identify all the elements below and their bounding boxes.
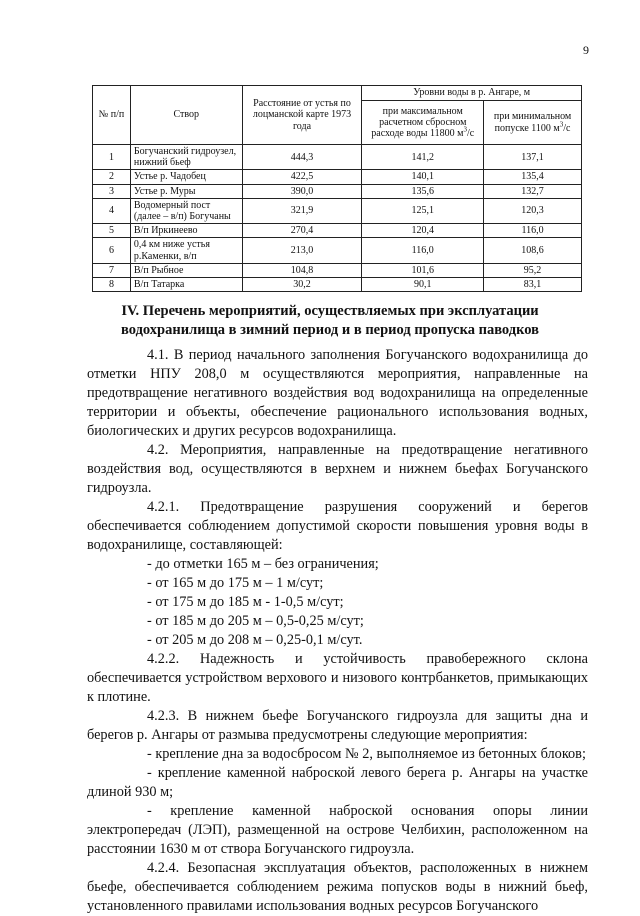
table-row bbox=[93, 145, 582, 170]
paragraph: - от 185 м до 205 м – 0,5-0,25 м/сут; bbox=[147, 613, 364, 629]
section-title bbox=[70, 302, 590, 340]
cell-distance: 444,3 bbox=[242, 145, 362, 170]
cell-min-level: 135,4 bbox=[484, 170, 582, 184]
header-distance: Расстояние от устья по лоцманской карте 1973 года bbox=[242, 86, 362, 145]
cell-distance: 390,0 bbox=[242, 184, 362, 198]
paragraph: - до отметки 165 м – без ограничения; bbox=[147, 556, 379, 572]
cell-stvor: Водомерный пост (далее – в/п) Богучаны bbox=[130, 198, 242, 223]
header-max-discharge: при максимальном расчетном сбросном расходе воды 11800 $м^3/с$ bbox=[362, 101, 484, 145]
cell-distance: 270,4 bbox=[242, 224, 362, 238]
table-row bbox=[93, 263, 582, 277]
cell-min-level: 116,0 bbox=[484, 224, 582, 238]
table-row bbox=[93, 277, 582, 291]
cell-num: 6 bbox=[93, 238, 131, 263]
cell-max-level: 116,0 bbox=[362, 238, 484, 263]
cell-min-level: 83,1 bbox=[484, 277, 582, 291]
water-levels-table bbox=[92, 85, 582, 292]
paragraph: - от 165 м до 175 м – 1 м/сут; bbox=[147, 575, 324, 591]
cell-min-level: 120,3 bbox=[484, 198, 582, 223]
cell-max-level: 90,1 bbox=[362, 277, 484, 291]
cell-num: 5 bbox=[93, 224, 131, 238]
table-row bbox=[93, 224, 582, 238]
cell-max-level: 140,1 bbox=[362, 170, 484, 184]
cell-distance: 422,5 bbox=[242, 170, 362, 184]
table-row bbox=[93, 238, 582, 263]
cell-min-level: 95,2 bbox=[484, 263, 582, 277]
cell-num: 2 bbox=[93, 170, 131, 184]
page-number: 9 bbox=[583, 43, 589, 57]
paragraph: 4.1. В период начального заполнения Богучанского водохранилища до отметки НПУ 208,0 м осуществляются мероприятия, направленные на предотвращение негативного воздействия вод водохранилища на определенные территории и объекты, обеспечение рационального использования водных, биологических и других ресурсов водохранилища. bbox=[87, 347, 588, 439]
cell-stvor: В/п Татарка bbox=[130, 277, 242, 291]
cell-max-level: 120,4 bbox=[362, 224, 484, 238]
cell-max-level: 101,6 bbox=[362, 263, 484, 277]
cell-min-level: 132,7 bbox=[484, 184, 582, 198]
table-header-row bbox=[93, 86, 582, 101]
cell-max-level: 141,2 bbox=[362, 145, 484, 170]
cell-distance: 30,2 bbox=[242, 277, 362, 291]
section-title-line-1: IV. Перечень мероприятий, осуществляемых при эксплуатации bbox=[121, 303, 539, 319]
cell-stvor: В/п Рыбное bbox=[130, 263, 242, 277]
paragraph: - крепление каменной наброской левого берега р. Ангары на участке длиной 930 м; bbox=[87, 765, 588, 800]
cell-stvor: В/п Иркинеево bbox=[130, 224, 242, 238]
header-stvor: Створ bbox=[130, 86, 242, 145]
paragraph: - крепление дна за водосбросом № 2, выполняемое из бетонных блоков; bbox=[147, 746, 586, 762]
header-num: № п/п bbox=[93, 86, 131, 145]
cell-num: 1 bbox=[93, 145, 131, 170]
cell-distance: 104,8 bbox=[242, 263, 362, 277]
paragraph: - от 205 м до 208 м – 0,25-0,1 м/сут. bbox=[147, 632, 363, 648]
paragraph: 4.2. Мероприятия, направленные на предотвращение негативного воздействия вод, осуществляются в верхнем и нижнем бьефах Богучанского гидроузла. bbox=[87, 442, 588, 496]
paragraph: - от 175 м до 185 м - 1-0,5 м/сут; bbox=[147, 594, 344, 610]
header-levels-group: Уровни воды в р. Ангаре, м bbox=[362, 86, 582, 101]
section-title-line-2: водохранилища в зимний период и в период пропуска паводков bbox=[121, 322, 539, 338]
section-body bbox=[87, 346, 588, 916]
paragraph: - крепление каменной наброской основания опоры линии электропередач (ЛЭП), размещенной на острове Челбихин, расположенном на расстоянии 1630 м от створа Богучанского гидроузла. bbox=[87, 803, 588, 857]
header-min-discharge: при минимальном попуске 1100 $м^3/с$ bbox=[484, 101, 582, 145]
cell-max-level: 125,1 bbox=[362, 198, 484, 223]
cell-min-level: 108,6 bbox=[484, 238, 582, 263]
cell-distance: 213,0 bbox=[242, 238, 362, 263]
table-row bbox=[93, 198, 582, 223]
cell-min-level: 137,1 bbox=[484, 145, 582, 170]
paragraph: 4.2.3. В нижнем бьефе Богучанского гидроузла для защиты дна и берегов р. Ангары от размыва предусмотрены следующие мероприятия: bbox=[87, 708, 588, 743]
cell-num: 7 bbox=[93, 263, 131, 277]
paragraph: 4.2.1. Предотвращение разрушения сооружений и берегов обеспечивается соблюдением допустимой скорости повышения уровня воды в водохранилище, составляющей: bbox=[87, 499, 588, 553]
cell-num: 3 bbox=[93, 184, 131, 198]
table-row bbox=[93, 184, 582, 198]
cell-num: 4 bbox=[93, 198, 131, 223]
cell-num: 8 bbox=[93, 277, 131, 291]
cell-distance: 321,9 bbox=[242, 198, 362, 223]
cell-stvor: 0,4 км ниже устья р.Каменки, в/п bbox=[130, 238, 242, 263]
table-row bbox=[93, 170, 582, 184]
cell-stvor: Устье р. Муры bbox=[130, 184, 242, 198]
cell-stvor: Устье р. Чадобец bbox=[130, 170, 242, 184]
paragraph: 4.2.2. Надежность и устойчивость правобережного склона обеспечивается устройством верхового и низового контрбанкетов, примыкающих к плотине. bbox=[87, 651, 588, 705]
cell-stvor: Богучанский гидроузел, нижний бьеф bbox=[130, 145, 242, 170]
paragraph: 4.2.4. Безопасная эксплуатация объектов, расположенных в нижнем бьефе, обеспечивается соблюдением режима попусков воды в нижний бьеф, установленного правилами использования водных ресурсов Богучанского bbox=[87, 860, 588, 914]
cell-max-level: 135,6 bbox=[362, 184, 484, 198]
